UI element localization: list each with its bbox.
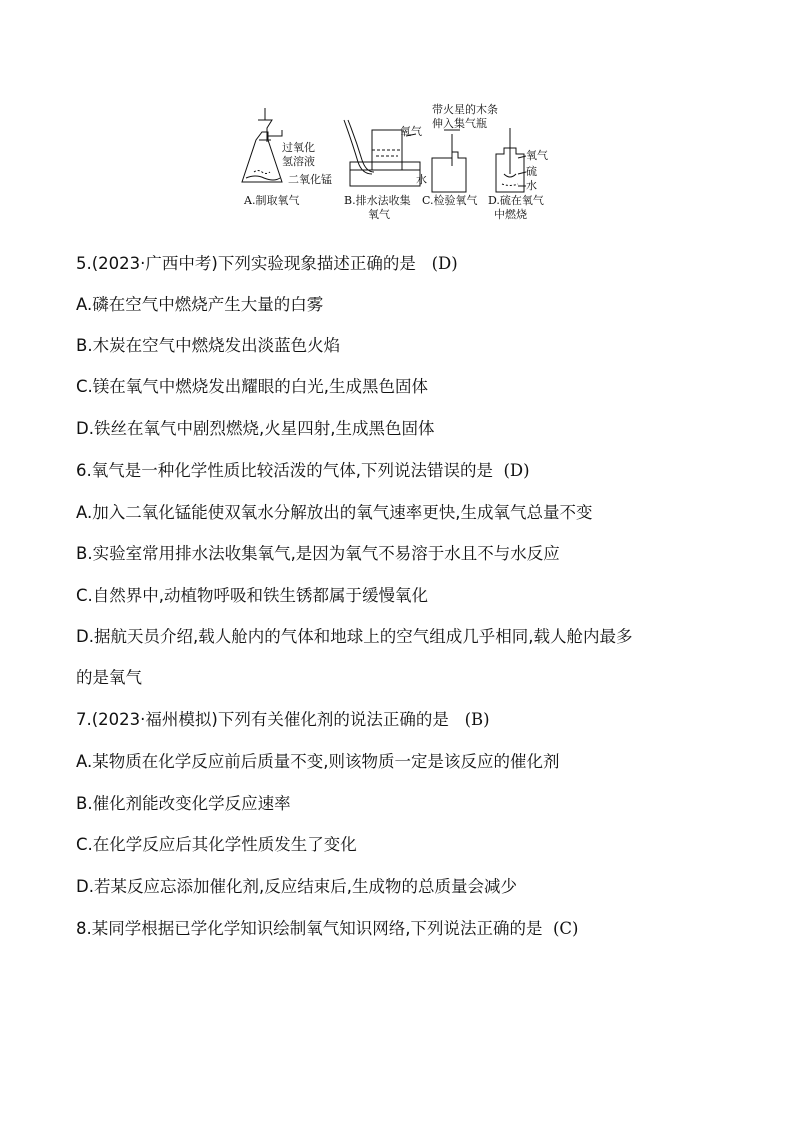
label-d-gas: 氧气	[526, 149, 548, 162]
question-6-option-d-continued: 的是氧气	[76, 668, 142, 687]
question-8-answer: (C)	[553, 919, 579, 938]
question-5-option-c: C.镁在氧气中燃烧发出耀眼的白光,生成黑色固体	[76, 377, 429, 396]
question-7-option-a: A.某物质在化学反应前后质量不变,则该物质一定是该反应的催化剂	[76, 752, 560, 771]
label-reagent-1: 过氧化	[282, 141, 315, 154]
label-reagent-2: 氢溶液	[282, 155, 315, 168]
caption-d-1: D.硫在氧气	[488, 194, 544, 207]
label-c-2: 伸入集气瓶	[432, 117, 487, 130]
question-8-stem: 8.某同学根据已学化学知识绘制氧气知识网络,下列说法正确的是 (C)	[76, 919, 579, 938]
experiment-figure	[240, 100, 560, 228]
question-5-option-a: A.磷在空气中燃烧产生大量的白雾	[76, 295, 324, 314]
question-5-stem: 5.(2023·广西中考)下列实验现象描述正确的是 (D)	[76, 254, 458, 273]
label-catalyst: 二氧化锰	[288, 173, 332, 186]
question-6-option-d: D.据航天员介绍,载人舱内的气体和地球上的空气组成几乎相同,载人舱内最多	[76, 627, 633, 646]
question-5-option-b: B.木炭在空气中燃烧发出淡蓝色火焰	[76, 336, 341, 355]
question-6-option-a: A.加入二氧化锰能使双氧水分解放出的氧气速率更快,生成氧气总量不变	[76, 503, 593, 522]
caption-b-2: 氧气	[368, 208, 390, 221]
label-c-1: 带火星的木条	[432, 103, 498, 116]
question-5-answer: (D)	[431, 254, 458, 273]
caption-d-2: 中燃烧	[494, 208, 527, 221]
caption-c: C.检验氧气	[422, 194, 478, 207]
question-6-option-b: B.实验室常用排水法收集氧气,是因为氧气不易溶于水且不与水反应	[76, 544, 560, 563]
label-d-water: 水	[526, 179, 537, 192]
question-7-option-d: D.若某反应忘添加催化剂,反应结束后,生成物的总质量会减少	[76, 877, 517, 896]
label-b-gas: 氧气	[400, 125, 422, 138]
caption-b-1: B.排水法收集	[344, 194, 411, 207]
label-d-sulfur: 硫	[526, 165, 537, 178]
question-5-option-d: D.铁丝在氧气中剧烈燃烧,火星四射,生成黑色固体	[76, 419, 435, 438]
question-7-option-b: B.催化剂能改变化学反应速率	[76, 794, 291, 813]
question-7-option-c: C.在化学反应后其化学性质发生了变化	[76, 835, 357, 854]
question-6-answer: (D)	[503, 461, 530, 480]
question-7-stem: 7.(2023·福州模拟)下列有关催化剂的说法正确的是 (B)	[76, 710, 490, 729]
question-7-answer: (B)	[464, 710, 490, 729]
caption-a: A.制取氧气	[244, 194, 300, 207]
question-6-option-c: C.自然界中,动植物呼吸和铁生锈都属于缓慢氧化	[76, 586, 429, 605]
label-b-water: 水	[416, 173, 427, 186]
question-6-stem: 6.氧气是一种化学性质比较活泼的气体,下列说法错误的是 (D)	[76, 461, 530, 480]
